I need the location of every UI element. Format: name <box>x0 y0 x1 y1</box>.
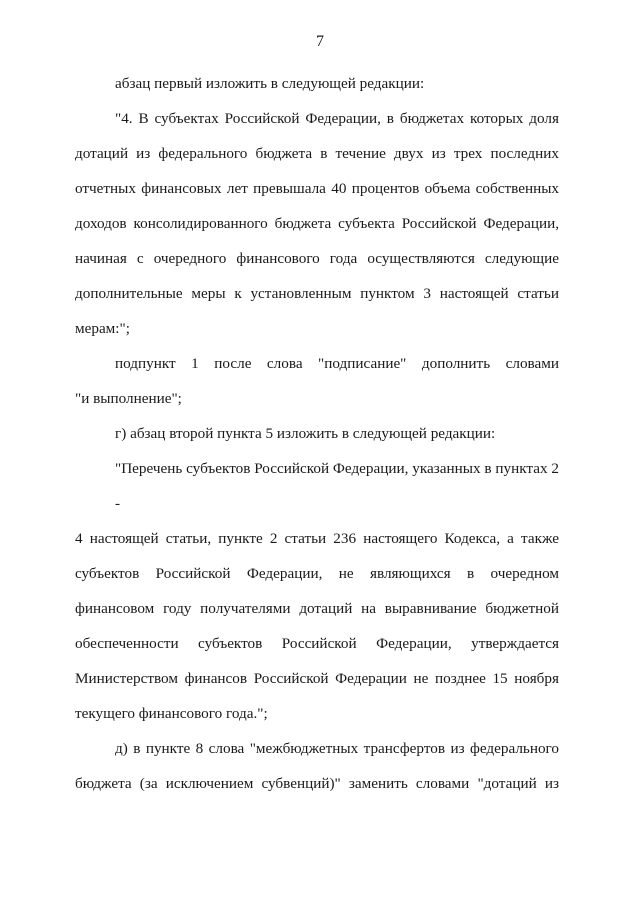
text-line: бюджета (за исключением субвенций)" заменить словами "дотаций из <box>75 775 559 792</box>
paragraph-item-d <box>75 731 559 801</box>
text-line: Министерством финансов Российской Федерации не позднее 15 ноября <box>75 670 559 687</box>
paragraph-amendment-intro <box>75 66 559 101</box>
text-line: абзац первый изложить в следующей редакции: <box>115 75 425 92</box>
text-line: обеспеченности субъектов Российской Федерации, утверждается <box>75 635 559 652</box>
text-line: "Перечень субъектов Российской Федерации, указанных в пунктах 2 - <box>115 460 559 512</box>
text-line: мерам:"; <box>75 320 130 337</box>
text-line: 4 настоящей статьи, пункте 2 статьи 236 настоящего Кодекса, а также <box>75 530 559 547</box>
paragraph-list-of-subjects <box>75 451 559 731</box>
text-line: дотаций из федерального бюджета в течение двух из трех последних <box>75 145 559 162</box>
text-line: "и выполнение"; <box>75 390 182 407</box>
text-line: начиная с очередного финансового года осуществляются следующие <box>75 250 559 267</box>
text-line: текущего финансового года."; <box>75 705 268 722</box>
paragraph-point-4 <box>75 101 559 346</box>
page-number: 7 <box>316 33 324 50</box>
text-line: доходов консолидированного бюджета субъекта Российской Федерации, <box>75 215 559 232</box>
text-line: дополнительные меры к установленным пунктом 3 настоящей статьи <box>75 285 559 302</box>
text-line: субъектов Российской Федерации, не являющихся в очередном <box>75 565 559 582</box>
document-body <box>75 66 559 801</box>
paragraph-subpoint-1 <box>75 346 559 416</box>
text-line: финансовом году получателями дотаций на выравнивание бюджетной <box>75 600 559 617</box>
text-line: отчетных финансовых лет превышала 40 процентов объема собственных <box>75 180 559 197</box>
text-line: "4. В субъектах Российской Федерации, в бюджетах которых доля <box>115 110 559 127</box>
text-line: д) в пункте 8 слова "межбюджетных трансфертов из федерального <box>115 740 559 757</box>
text-line: г) абзац второй пункта 5 изложить в следующей редакции: <box>115 425 496 442</box>
text-line: подпункт 1 после слова "подписание" дополнить словами <box>115 355 559 372</box>
paragraph-item-g <box>75 416 559 451</box>
